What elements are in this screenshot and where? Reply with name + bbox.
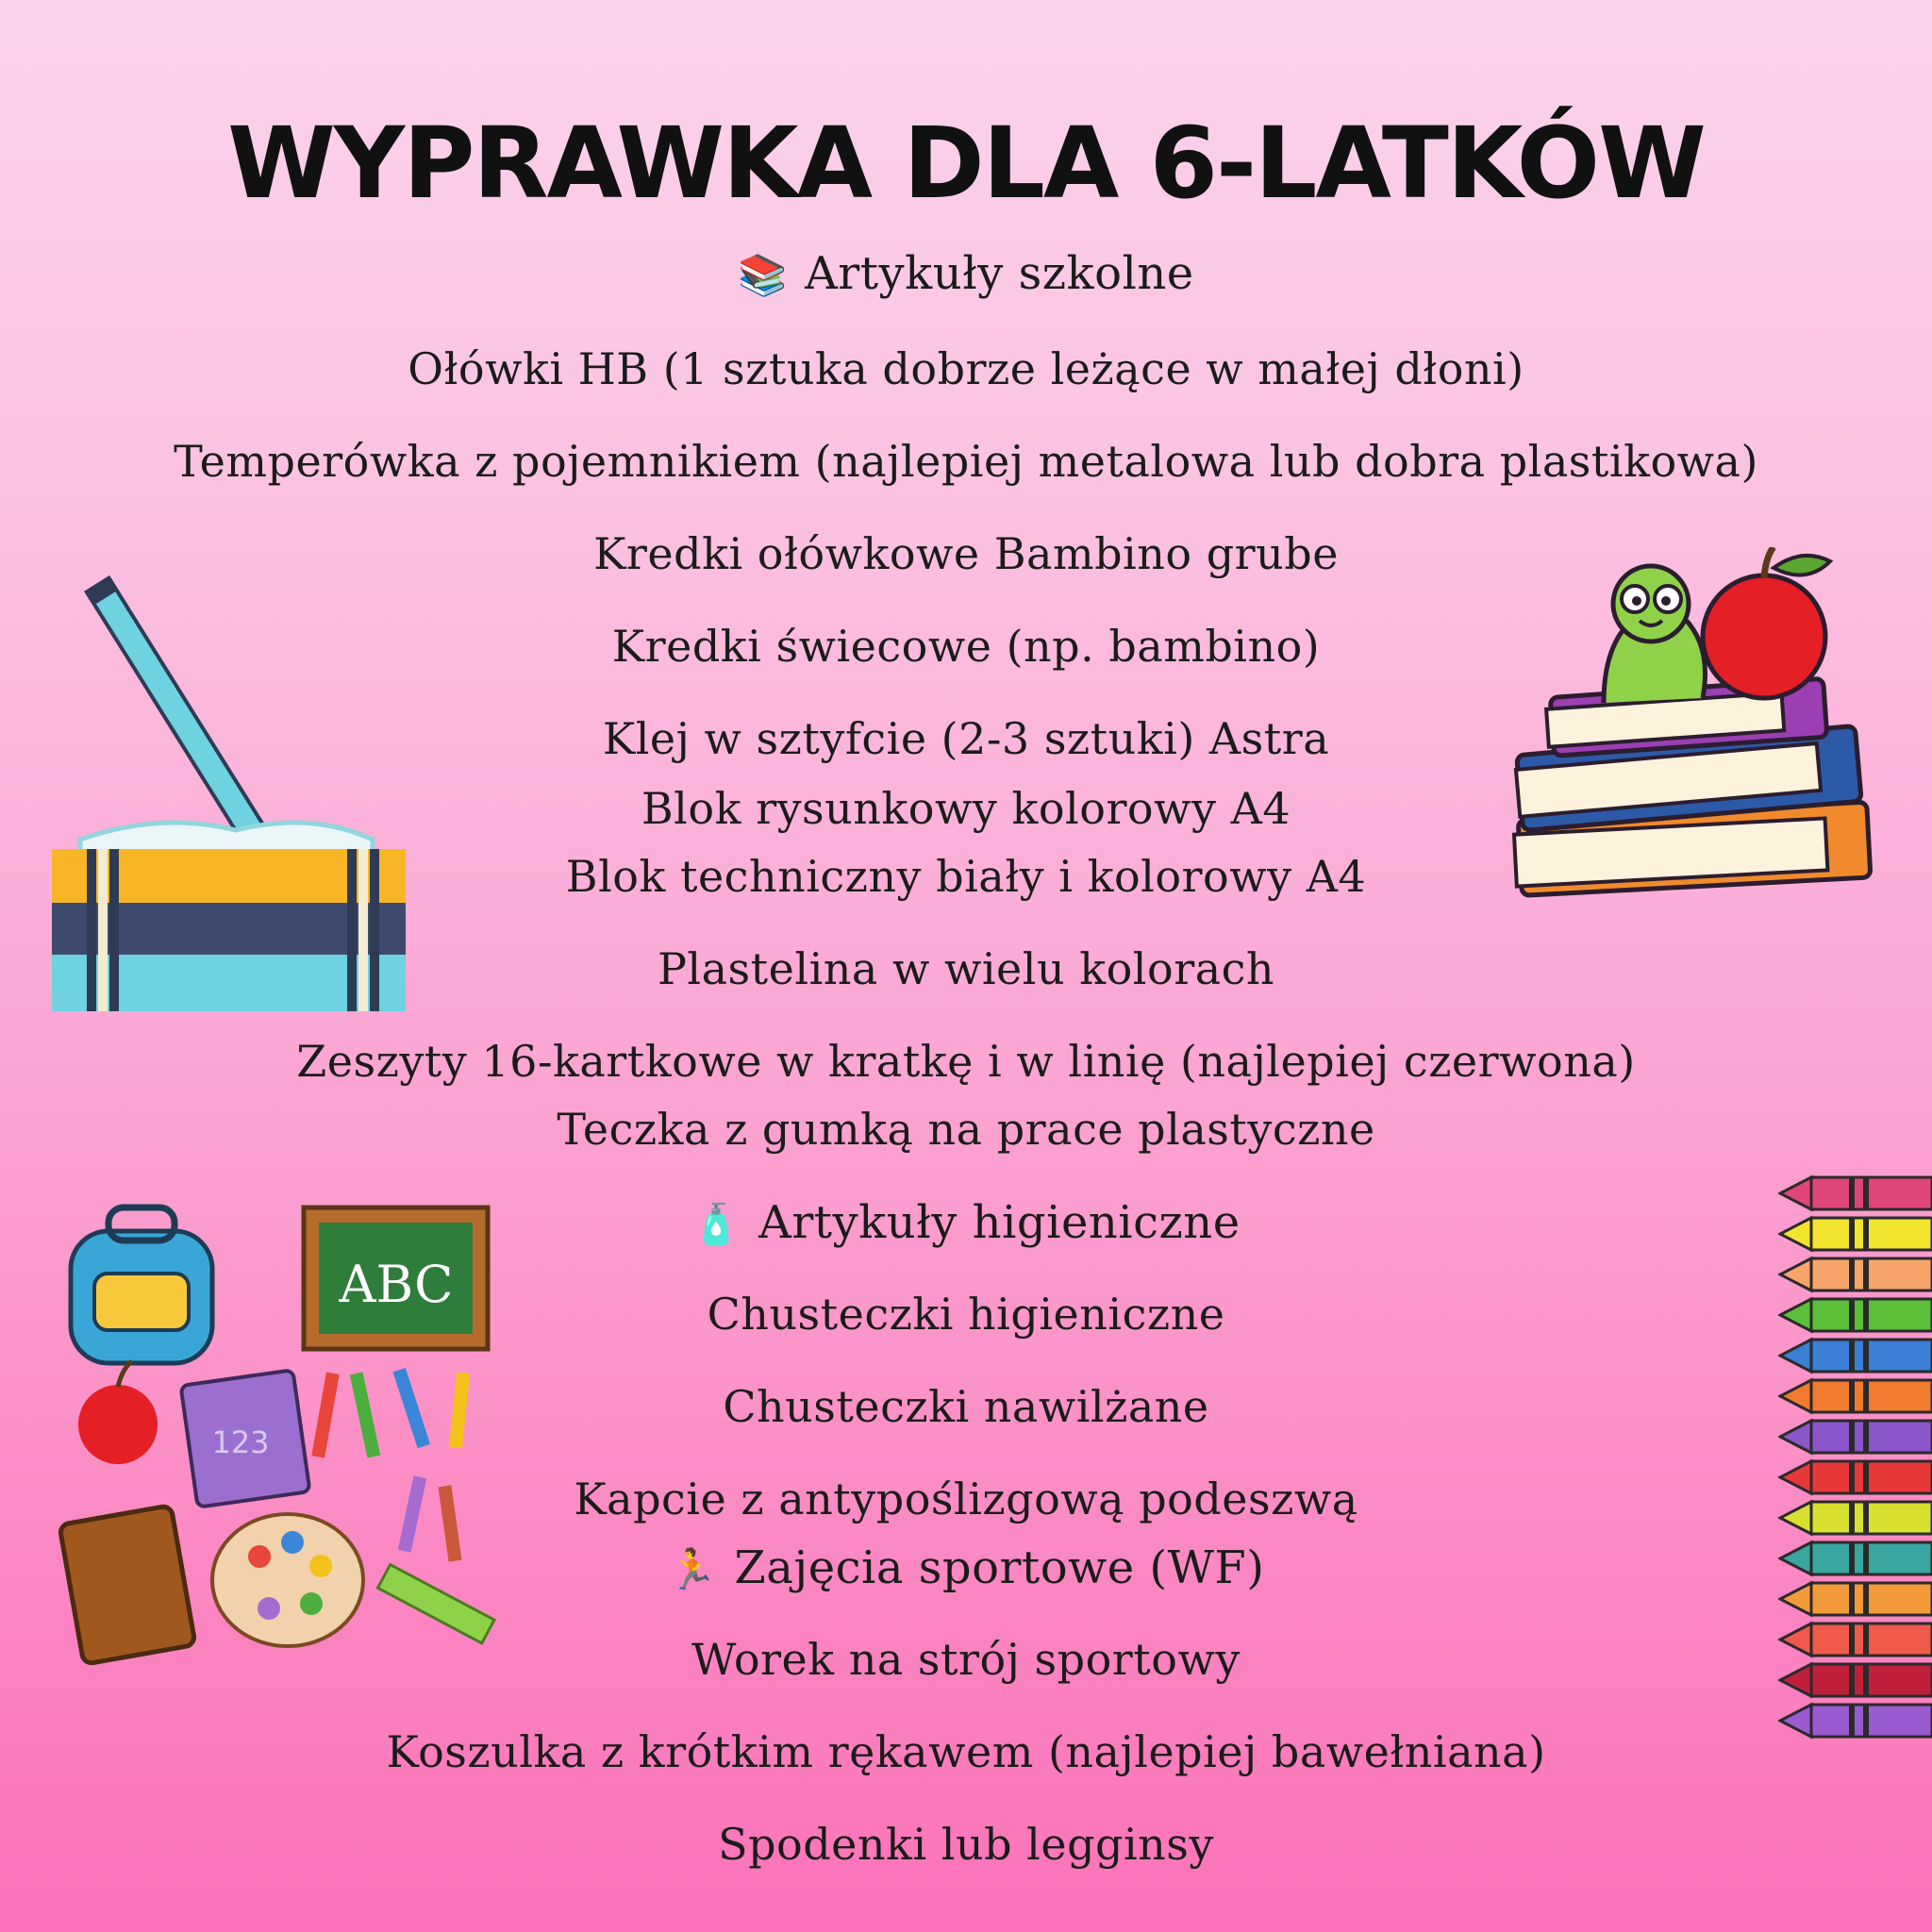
list-item: Spodenki lub legginsy bbox=[718, 1819, 1214, 1870]
crayons-icon bbox=[1778, 1170, 1932, 1750]
list-item: Blok rysunkowy kolorowy A4 bbox=[641, 783, 1291, 834]
crayon-band bbox=[1863, 1583, 1869, 1615]
crayon-tip bbox=[1780, 1664, 1811, 1696]
crayon-tip bbox=[1780, 1421, 1811, 1453]
crayon-band bbox=[1849, 1705, 1855, 1737]
crayon-band bbox=[1863, 1542, 1869, 1574]
list-item: Worek na strój sportowy bbox=[691, 1634, 1241, 1685]
list-item: Blok techniczny biały i kolorowy A4 bbox=[565, 851, 1367, 902]
crayon-body bbox=[1811, 1583, 1932, 1615]
page-title: WYPRAWKA DLA 6-LATKÓW bbox=[227, 106, 1705, 221]
crayon-band bbox=[1849, 1258, 1855, 1291]
list-item: Temperówka z pojemnikiem (najlepiej metalowa lub dobra plastikowa) bbox=[174, 436, 1758, 487]
worm-apple-books-icon bbox=[1500, 547, 1887, 915]
crayon-band bbox=[1849, 1380, 1855, 1412]
crayon-band bbox=[1863, 1340, 1869, 1372]
crayon-body bbox=[1811, 1258, 1932, 1291]
crayon-body bbox=[1811, 1542, 1932, 1574]
crayon-band bbox=[1863, 1705, 1869, 1737]
list-item: Teczka z gumką na prace plastyczne bbox=[557, 1104, 1375, 1155]
crayon-tip bbox=[1780, 1380, 1811, 1412]
crayon-band bbox=[1849, 1421, 1855, 1453]
crayon-body bbox=[1811, 1664, 1932, 1696]
crayon-tip bbox=[1780, 1624, 1811, 1656]
list-item: Kapcie z antypoślizgową podeszwą bbox=[574, 1474, 1358, 1524]
section-title: Zajęcia sportowe (WF) bbox=[734, 1541, 1265, 1594]
crayon-tip bbox=[1780, 1218, 1811, 1250]
runner-icon: 🏃 bbox=[667, 1546, 718, 1592]
section-title: Artykuły szkolne bbox=[805, 247, 1194, 300]
list-item: Zeszyty 16-kartkowe w kratkę i w linię (najlepiej czerwona) bbox=[296, 1036, 1636, 1087]
crayon-band bbox=[1863, 1502, 1869, 1534]
crayon-tip bbox=[1780, 1502, 1811, 1534]
crayon-band bbox=[1863, 1258, 1869, 1291]
crayon-band bbox=[1849, 1299, 1855, 1331]
crayon-tip bbox=[1780, 1299, 1811, 1331]
crayon-band bbox=[1849, 1664, 1855, 1696]
crayon-tip bbox=[1780, 1705, 1811, 1737]
crayon-band bbox=[1849, 1340, 1855, 1372]
crayon-tip bbox=[1780, 1340, 1811, 1372]
list-item: Plastelina w wielu kolorach bbox=[657, 943, 1275, 994]
list-item: Koszulka z krótkim rękawem (najlepiej bawełniana) bbox=[386, 1726, 1546, 1777]
crayon-band bbox=[1863, 1664, 1869, 1696]
crayon-band bbox=[1863, 1421, 1869, 1453]
section-heading-school bbox=[0, 247, 1932, 300]
crayon-band bbox=[1849, 1502, 1855, 1534]
list-item: Chusteczki nawilżane bbox=[723, 1381, 1209, 1432]
pencil-on-books-icon bbox=[47, 542, 425, 1014]
crayon-tip bbox=[1780, 1583, 1811, 1615]
crayon-band bbox=[1863, 1218, 1869, 1250]
section-title: Artykuły higieniczne bbox=[758, 1196, 1241, 1249]
crayon-band bbox=[1863, 1461, 1869, 1493]
crayon-band bbox=[1863, 1624, 1869, 1656]
list-item: Chusteczki higieniczne bbox=[707, 1289, 1225, 1340]
crayon-tip bbox=[1780, 1177, 1811, 1209]
school-supplies-icon bbox=[57, 1193, 500, 1665]
crayon-body bbox=[1811, 1421, 1932, 1453]
crayon-tip bbox=[1780, 1461, 1811, 1493]
list-item: Kredki świecowe (np. bambino) bbox=[611, 621, 1321, 672]
notebook-text: 123 bbox=[211, 1424, 270, 1460]
crayon-band bbox=[1849, 1583, 1855, 1615]
crayon-body bbox=[1811, 1624, 1932, 1656]
crayon-band bbox=[1849, 1542, 1855, 1574]
crayon-band bbox=[1863, 1380, 1869, 1412]
crayon-body bbox=[1811, 1299, 1932, 1331]
crayon-band bbox=[1849, 1461, 1855, 1493]
crayon-band bbox=[1863, 1299, 1869, 1331]
crayon-body bbox=[1811, 1340, 1932, 1372]
crayon-band bbox=[1849, 1218, 1855, 1250]
list-item: Klej w sztyfcie (2-3 sztuki) Astra bbox=[602, 713, 1330, 764]
list-item: Kredki ołówkowe Bambino grube bbox=[593, 528, 1339, 579]
lotion-bottle-icon: 🧴 bbox=[691, 1201, 742, 1247]
crayon-body bbox=[1811, 1218, 1932, 1250]
crayon-body bbox=[1811, 1461, 1932, 1493]
crayon-body bbox=[1811, 1705, 1932, 1737]
crayon-body bbox=[1811, 1177, 1932, 1209]
crayon-body bbox=[1811, 1502, 1932, 1534]
crayon-tip bbox=[1780, 1542, 1811, 1574]
chalkboard-text: ABC bbox=[339, 1255, 454, 1314]
crayon-band bbox=[1863, 1177, 1869, 1209]
list-item: Ołówki HB (1 sztuka dobrze leżące w małej dłoni) bbox=[408, 343, 1524, 394]
crayon-tip bbox=[1780, 1258, 1811, 1291]
books-icon: 📚 bbox=[738, 252, 789, 298]
crayon-band bbox=[1849, 1624, 1855, 1656]
crayon-body bbox=[1811, 1380, 1932, 1412]
crayon-band bbox=[1849, 1177, 1855, 1209]
